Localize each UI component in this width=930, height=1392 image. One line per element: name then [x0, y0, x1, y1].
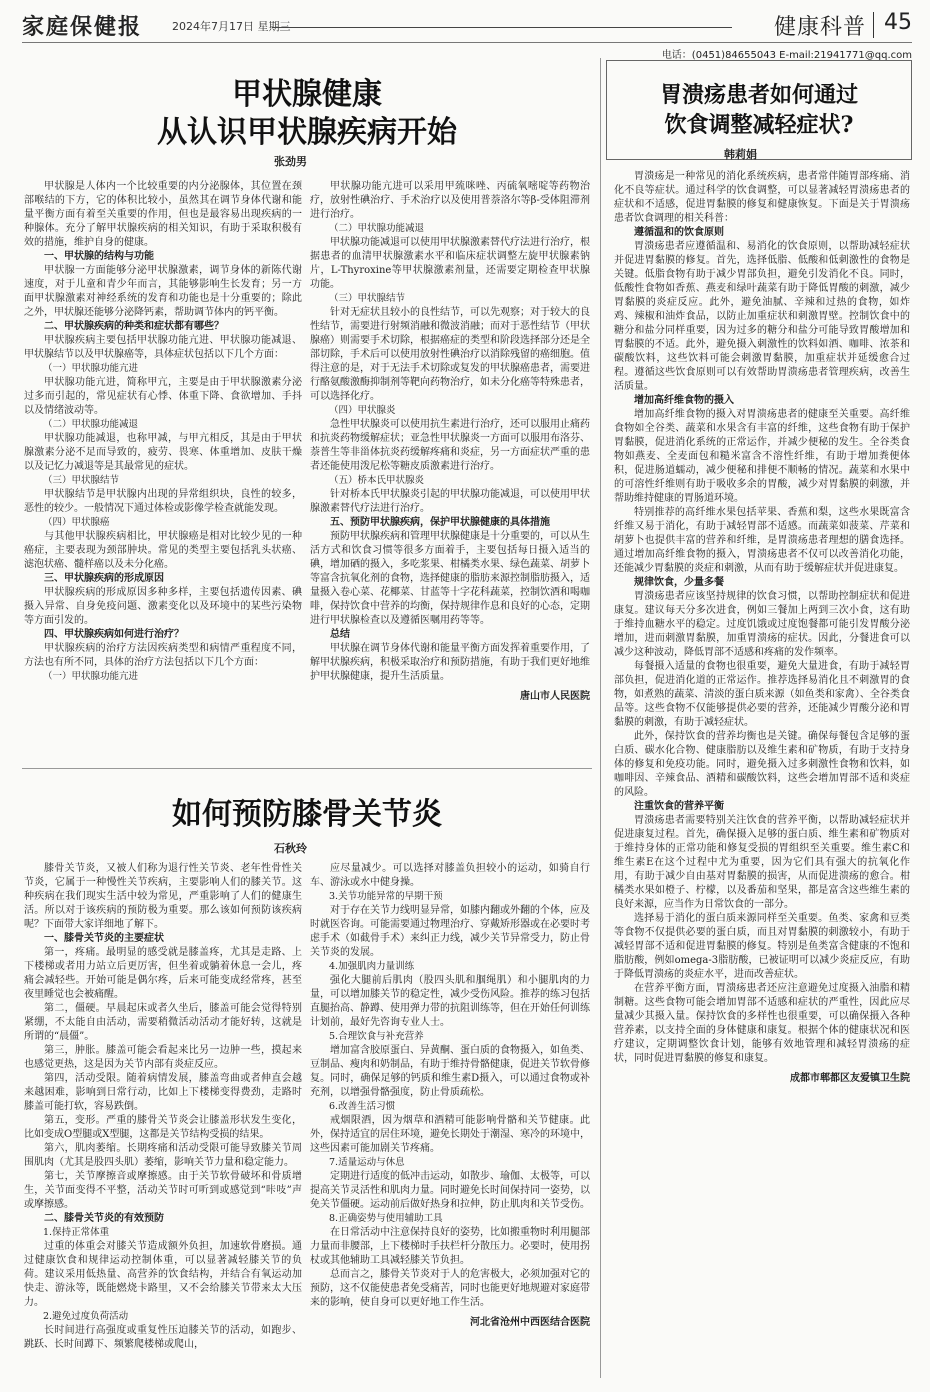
top-rule: [22, 42, 912, 43]
article3-title-line2: 饮食调整减轻症状?: [664, 112, 854, 138]
section-heading: 注重饮食的营养平衡: [634, 801, 724, 812]
source-credit: 成都市郫都区友爱镇卫生院: [790, 1073, 910, 1084]
column-divider: [600, 58, 601, 1378]
paragraph: 定期进行适度的低冲击运动，如散步、瑜伽、太极等，可以提高关节灵活性和肌肉力量。同时避免长时间保持同一姿势，以免关节僵硬。运动前后做好热身和拉伸，防止肌肉和关节受伤。: [310, 1171, 590, 1210]
paragraph: 甲状腺结节是甲状腺内出现的异常组织块，良性的较多，恶性的较少。一般情况下通过体检或影像学检查就能发现。: [24, 489, 302, 514]
paragraph: 此外，保持饮食的营养均衡也是关键。确保每餐包含足够的蛋白质、碳水化合物、健康脂肪以及维生素和矿物质，有助于支持身体的修复和免疫功能。同时，避免摄入过多刺激性食物和饮料，如咖啡因、辛辣食品、酒精和碳酸饮料，这些会增加胃部不适和炎症的风险。: [614, 731, 910, 798]
article1-column1: [24, 180, 302, 760]
masthead-rule: [272, 27, 732, 28]
subsection-heading: （一）甲状腺功能亢进: [43, 671, 139, 682]
section-heading: 一、膝骨关节炎的主要症状: [44, 933, 164, 944]
article2-author: 石秋玲: [274, 842, 307, 855]
paragraph: 甲状腺是人体内一个比较重要的内分泌腺体，其位置在颈部喉结的下方，它的体积比较小，虽然其在调节身体代谢和能量平衡方面有着至关重要的作用，但也是最容易出现疾病的一种腺体。充分了解甲状腺疾病的相关知识，有助于采取积极有效的措施，维护自身的健康。: [24, 181, 302, 248]
section-heading: 总结: [330, 629, 350, 640]
paragraph: 甲状腺功能减退可以使用甲状腺激素替代疗法进行治疗，根据患者的血清甲状腺激素水平和临床症状调整左旋甲状腺素钠片，L-Thyroxine等甲状腺激素剂量，还需要定期检查甲状腺功能。: [310, 237, 590, 290]
article2-title: 如何预防膝骨关节炎: [172, 797, 442, 832]
paragraph: 针对无症状且较小的良性结节，可以先观察；对于较大的良性结节，需要进行射频消融和微波消融；而对于恶性结节（甲状腺癌）则需要手术切除，根据癌症的类型和阶段选择部分还是全部切除，手术后可以使用放射性碘治疗以消除残留的癌细胞。值得注意的是，对于无法手术切除或复发的甲状腺癌患者，需要进行酪氨酸激酶抑制剂等靶向药物治疗，如未分化癌等特殊患者，可以选择化疗。: [310, 307, 590, 402]
article1-author: 张劲男: [274, 155, 307, 168]
paragraph: 针对桥本氏甲状腺炎引起的甲状腺功能减退，可以使用甲状腺激素替代疗法进行治疗。: [310, 489, 590, 514]
paragraph: 甲状腺疾病的形成原因多种多样，主要包括遗传因素、碘摄入异常、自身免疫问题、激素变化以及环境中的某些污染物等方面引发的。: [24, 587, 302, 626]
article2-column2: [310, 862, 590, 1382]
subsection-heading: 7.适量运动与休息: [329, 1157, 405, 1168]
article-divider: [22, 768, 592, 769]
subsection-heading: （四）甲状腺炎: [329, 405, 396, 416]
paragraph: 总而言之，膝骨关节炎对于人的危害极大，必须加强对它的预防，这不仅能使患者免受痛苦，同时也能更好地规避对家庭带来的影响，使自身可以更好地工作生活。: [310, 1269, 590, 1308]
paragraph: 甲状腺功能减退，也称甲减，与甲亢相反，其是由于甲状腺激素分泌不足而导致的，疲劳、畏寒、体重增加、皮肤干燥以及记忆力减退等是其最常见的症状。: [24, 433, 302, 472]
paragraph: 胃溃疡患者应遵循温和、易消化的饮食原则，以帮助减轻症状并促进胃黏膜的修复。首先，选择低脂、低酸和低刺激性的食物是关键。低脂食物有助于减少胃部负担，避免引发消化不良。同时，低酸性食物如香蕉、燕麦和绿叶蔬菜有助于降低胃酸的刺激，减少胃黏膜的炎症反应。此外，避免油腻、辛辣和过热的食物，如炸鸡、辣椒和油炸食品，以防止加重症状和刺激胃壁。控制饮食中的糖分和盐分同样重要，因为过多的糖分和盐分可能导致胃酸增加和胃黏膜的不适。此外，避免摄入刺激性的饮料如酒、咖啡、浓茶和碳酸饮料，这些饮料可能会刺激胃黏膜，加重症状并延缓愈合过程。遵循这些饮食原则可以有效帮助胃溃疡患者管理疾病，改善生活质量。: [614, 241, 910, 392]
source-credit: 河北省沧州中西医结合医院: [470, 1317, 590, 1328]
paragraph: 每餐摄入适量的食物也很重要，避免大量进食，有助于减轻胃部负担，促进消化道的正常运作。推荐选择易消化且不刺激胃的食物，如煮熟的蔬菜、清淡的蛋白质来源（如鱼类和家禽）、全谷类食品等。这些食物不仅能够提供必要的营养，还能减少胃酸分泌和胃黏膜的刺激，有助于减轻症状。: [614, 661, 910, 728]
subsection-heading: （二）甲状腺功能减退: [43, 419, 139, 430]
section-name: 健康科普: [773, 15, 866, 40]
paragraph: 胃溃疡是一种常见的消化系统疾病，患者常伴随胃部疼痛、消化不良等症状。通过科学的饮食调整，可以显著减轻胃溃疡患者的症状和不适感，促进胃黏膜的修复和健康恢复。下面是关于胃溃疡患者饮食调理的相关科普：: [614, 171, 910, 224]
paragraph: 特别推荐的高纤维水果包括苹果、香蕉和梨，这些水果既富含纤维又易于消化，有助于减轻胃部不适感。而蔬菜如菠菜、芹菜和胡萝卜也提供丰富的营养和纤维，是胃溃疡患者理想的膳食选择。通过增加高纤维食物的摄入，胃溃疡患者不仅可以改善消化功能，还能减少胃黏膜的炎症和刺激，从而有助于缓解症状并促进康复。: [614, 507, 910, 574]
subsection-heading: 6.改善生活习惯: [329, 1101, 396, 1112]
section-heading: 一、甲状腺的结构与功能: [44, 251, 154, 262]
paragraph: 甲状腺疾病的治疗方法因疾病类型和病情严重程度不同，方法也有所不同，具体的治疗方法包括以下几个方面：: [24, 643, 302, 668]
paragraph: 第五，变形。严重的膝骨关节炎会让膝盖形状发生变化，比如变成O型腿或X型腿，这都是关节结构受损的结果。: [24, 1115, 302, 1140]
section-heading: 增加高纤维食物的摄入: [634, 395, 734, 406]
paragraph: 在日常活动中注意保持良好的姿势，比如搬重物时利用腿部力量而非腰部，上下楼梯时手扶栏杆分散压力。必要时，使用拐杖或其他辅助工具减轻膝关节负担。: [310, 1227, 590, 1266]
masthead-divider: [873, 12, 874, 38]
paragraph: 第七，关节摩擦音或摩擦感。由于关节软骨破坏和骨质增生，关节面变得不平整，活动关节时可听到或感觉到“咔吱”声或摩擦感。: [24, 1171, 302, 1210]
subsection-heading: 3.关节功能异常的早期干预: [329, 891, 443, 902]
article1-title-line2: 从认识甲状腺疾病开始: [157, 115, 457, 150]
paragraph: 第四，活动受限。随着病情发展，膝盖弯曲或者伸直会越来越困难，影响到日常行动，比如上下楼梯变得费劲，走路时膝盖可能打软，容易跌倒。: [24, 1073, 302, 1112]
paragraph: 甲状腺功能亢进可以采用甲巯咪唑、丙硫氧嘧啶等药物治疗，放射性碘治疗、手术治疗以及使用普萘洛尔等β-受体阻滞剂进行治疗。: [310, 181, 590, 220]
article3-body: [614, 170, 910, 1382]
section-heading: 三、甲状腺疾病的形成原因: [44, 573, 164, 584]
paragraph: 甲状腺一方面能够分泌甲状腺激素，调节身体的新陈代谢速度，对于儿童和青少年而言，其能够影响生长发育；另一方面甲状腺激素对神经系统的发育和功能也是十分重要的；除此之外，甲状腺还能够分泌降钙素，帮助调节体内的钙平衡。: [24, 265, 302, 318]
paper-name: 家庭保健报: [22, 15, 143, 40]
paragraph: 第一，疼痛。最明显的感受就是膝盖疼，尤其是走路、上下楼梯或者用力站立后更厉害，但坐着或躺着休息一会儿，疼痛会减轻些。开始可能是偶尔疼，后来可能变成经常疼，甚至夜里睡觉也会被痛醒。: [24, 947, 302, 1000]
subsection-heading: 8.正确姿势与使用辅助工具: [329, 1213, 443, 1224]
subsection-heading: 1.保持正常体重: [43, 1227, 110, 1238]
section-heading: 遵循温和的饮食原则: [634, 227, 724, 238]
article1-title-line1: 甲状腺健康: [232, 77, 382, 112]
article1-column2: [310, 180, 590, 760]
paragraph: 增加高纤维食物的摄入对胃溃疡患者的健康至关重要。高纤维食物如全谷类、蔬菜和水果含有丰富的纤维，这些食物有助于保护胃黏膜，促进消化系统的正常运作，并减少便秘的发生。全谷类食物如燕麦、全麦面包和糙米富含不溶性纤维，有助于增加粪便体积，促进肠道蠕动，减少便秘和排便不顺畅的情况。蔬菜和水果中的可溶性纤维则有助于吸收多余的胃酸，减少对胃黏膜的刺激，并帮助维持健康的胃肠道环境。: [614, 409, 910, 504]
section-heading: 规律饮食，少量多餐: [634, 577, 724, 588]
paragraph: 长时间进行高强度或重复性压迫膝关节的活动，如跑步、跳跃、长时间蹲下、频繁爬楼梯或爬山，: [24, 1325, 302, 1350]
subsection-heading: （三）甲状腺结节: [43, 475, 120, 486]
masthead: [22, 10, 912, 40]
paragraph: 第三，肿胀。膝盖可能会看起来比另一边肿一些，摸起来也感觉更热，这是因为关节内部有炎症反应。: [24, 1045, 302, 1070]
article1-title: [22, 76, 592, 152]
subsection-heading: 5.合理饮食与补充营养: [329, 1031, 424, 1042]
paragraph: 预防甲状腺疾病和管理甲状腺健康是十分重要的，可以从生活方式和饮食习惯等很多方面着手，主要包括每日摄入适当的碘，增加硒的摄入，多吃浆果、柑橘类水果、绿色蔬菜、胡萝卜等富含抗氧化剂的食物，选择健康的脂肪来源控制脂肪摄入，适量摄入卷心菜、花椰菜、甘蓝等十字花科蔬菜，控制饮酒和喝咖啡，保持饮食中营养的均衡，保持规律作息和良好的心态，定期进行甲状腺检查以及遵循医嘱用药等等。: [310, 531, 590, 626]
paragraph: 第二，僵硬。早晨起床或者久坐后，膝盖可能会觉得特别紧绷，不太能自由活动，需要稍微活动活动才能好转，这就是所谓的“晨僵”。: [24, 1003, 302, 1042]
paragraph: 甲状腺在调节身体代谢和能量平衡方面发挥着重要作用，了解甲状腺疾病，积极采取治疗和预防措施，有助于我们更好地维护甲状腺健康，提升生活质量。: [310, 643, 590, 682]
article3-title: [606, 80, 912, 140]
section-heading: 四、甲状腺疾病如何进行治疗？: [44, 629, 184, 640]
section-heading: 二、膝骨关节炎的有效预防: [44, 1213, 164, 1224]
paragraph: 增加富含胶原蛋白、异黄酮、蛋白质的食物摄入，如鱼类、豆制品、瘦肉和奶制品，有助于维持骨骼健康，促进关节软骨修复。同时，确保足够的钙质和维生素D摄入，可以通过食物或补充剂，以增强骨骼强度，防止骨质疏松。: [310, 1045, 590, 1098]
paragraph: 胃溃疡患者应该坚持规律的饮食习惯，以帮助控制症状和促进康复。建议每天分多次进食，例如三餐加上两到三次小食，这有助于维持血糖水平的稳定。过度饥饿或过度饱餐都可能引发胃酸分泌增加，进而刺激胃黏膜，加重胃溃疡的症状。因此，分餐进食可以减少这种波动，降低胃部不适感和疼痛的发作频率。: [614, 591, 910, 658]
paragraph: 与其他甲状腺疾病相比，甲状腺癌是相对比较少见的一种癌症，主要表现为颈部肿块。常见的类型主要包括乳头状癌、滤泡状癌、髓样癌以及未分化癌。: [24, 531, 302, 570]
paragraph: 甲状腺疾病主要包括甲状腺功能亢进、甲状腺功能减退、甲状腺结节以及甲状腺癌等，具体症状包括以下几个方面：: [24, 335, 302, 360]
article3-author: 韩莉娟: [724, 148, 757, 161]
paragraph: 胃溃疡患者需要特别关注饮食的营养平衡，以帮助减轻症状并促进康复过程。首先，确保摄入足够的蛋白质、维生素和矿物质对于维持身体的正常功能和修复受损的胃组织至关重要。维生素C和维生素E在这个过程中尤为重要，因为它们具有强大的抗氧化作用，有助于减少自由基对胃黏膜的损害，从而促进溃疡的愈合。柑橘类水果如橙子、柠檬，以及番茄和坚果，都是富含这些维生素的良好来源，应当作为日常饮食的一部分。: [614, 815, 910, 910]
paragraph: 急性甲状腺炎可以使用抗生素进行治疗，还可以服用止痛药和抗炎药物缓解症状；亚急性甲状腺炎一方面可以服用布洛芬、萘普生等非甾体抗炎药缓解疼痛和炎症，另一方面症状严重的患者还能使用泼尼松等糖皮质激素进行治疗。: [310, 419, 590, 472]
paragraph: 过重的体重会对膝关节造成额外负担，加速软骨磨损。通过健康饮食和规律运动控制体重，可以显著减轻膝关节的负荷。建议采用低热量、高营养的饮食结构，并结合有氧运动加快走、游泳等，既能燃烧卡路里，又不会给膝关节带来太大压力。: [24, 1241, 302, 1308]
subsection-heading: 2.避免过度负荷活动: [43, 1311, 129, 1322]
paragraph: 选择易于消化的蛋白质来源同样至关重要。鱼类、家禽和豆类等食物不仅提供必要的蛋白质，而且对胃黏膜的刺激较小，有助于减轻胃部不适和促进胃黏膜的修复。特别是鱼类富含健康的不饱和脂肪酸，例如omega-3脂肪酸，已被证明可以减少炎症反应，有助于降低胃溃疡的炎症水平，进而改善症状。: [614, 913, 910, 980]
section-heading: 五、预防甲状腺疾病，保护甲状腺健康的具体措施: [330, 517, 550, 528]
subsection-heading: （四）甲状腺癌: [43, 517, 110, 528]
article3-title-line1: 胃溃疡患者如何通过: [659, 82, 858, 108]
paragraph: 应尽量减少。可以选择对膝盖负担较小的运动，如骑自行车、游泳或水中健身操。: [310, 863, 590, 888]
paragraph: 在营养平衡方面，胃溃疡患者还应注意避免过度摄入油脂和精制糖。这些食物可能会增加胃部不适感和症状的严重性，因此应尽量减少其摄入量。保持饮食的多样性也很重要，可以确保摄入各种营养素，以支持全面的身体健康和康复。根据个体的健康状况和医疗建议，定期调整饮食计划，能够有效地管理和减轻胃溃疡的症状，同时促进胃黏膜的修复和康复。: [614, 983, 910, 1064]
paragraph: 强化大腿前后肌肉（股四头肌和腘绳肌）和小腿肌肉的力量，可以增加膝关节的稳定性，减少受伤风险。推荐的练习包括直腿抬高、静蹲、使用弹力带的抗阻训练等，但在开始任何训练计划前，最好先咨询专业人士。: [310, 975, 590, 1028]
subsection-heading: （三）甲状腺结节: [329, 293, 406, 304]
article2-column1: [24, 862, 302, 1382]
section-heading: 二、甲状腺疾病的种类和症状都有哪些？: [44, 321, 224, 332]
paragraph: 第六，肌肉萎缩。长期疼痛和活动受限可能导致膝关节周围肌肉（尤其是股四头肌）萎缩，影响关节力量和稳定能力。: [24, 1143, 302, 1168]
page-number: 45: [884, 10, 912, 35]
subsection-heading: 4.加强肌肉力量训练: [329, 961, 415, 972]
subsection-heading: （一）甲状腺功能亢进: [43, 363, 139, 374]
paragraph: 对于存在关节力线明显异常，如膝内翻或外翻的个体，应及时就医咨询。可能需要通过物理治疗、穿戴矫形器或在必要时考虑手术（如截骨手术）来纠正力线，减少关节异常受力，防止骨关节炎的发展。: [310, 905, 590, 958]
subsection-heading: （五）桥本氏甲状腺炎: [329, 475, 425, 486]
paragraph: 甲状腺功能亢进，简称甲亢，主要是由于甲状腺激素分泌过多而引起的，常见症状有心悸、体重下降、食欲增加、手抖以及情绪波动等。: [24, 377, 302, 416]
paragraph: 戒烟限酒，因为烟草和酒精可能影响骨骼和关节健康。此外，保持适宜的居住环境，避免长期处于潮湿、寒冷的环境中，这些因素可能加剧关节疼痛。: [310, 1115, 590, 1154]
issue-date: 2024年7月17日 星期三: [172, 20, 291, 33]
contact-info: 电话：(0451)84655043 E-mail:21941771@qq.com: [661, 50, 912, 61]
subsection-heading: （二）甲状腺功能减退: [329, 223, 425, 234]
source-credit: 唐山市人民医院: [520, 691, 590, 702]
paragraph: 膝骨关节炎，又被人们称为退行性关节炎、老年性骨性关节炎，它属于一种慢性关节疾病，主要影响人们的膝关节。这种疾病在我们现实生活中较为常见，严重影响了人们的健康生活。所以对于该疾病的预防极为重要。那么该如何预防该疾病呢？下面带大家详细地了解下。: [24, 863, 302, 930]
